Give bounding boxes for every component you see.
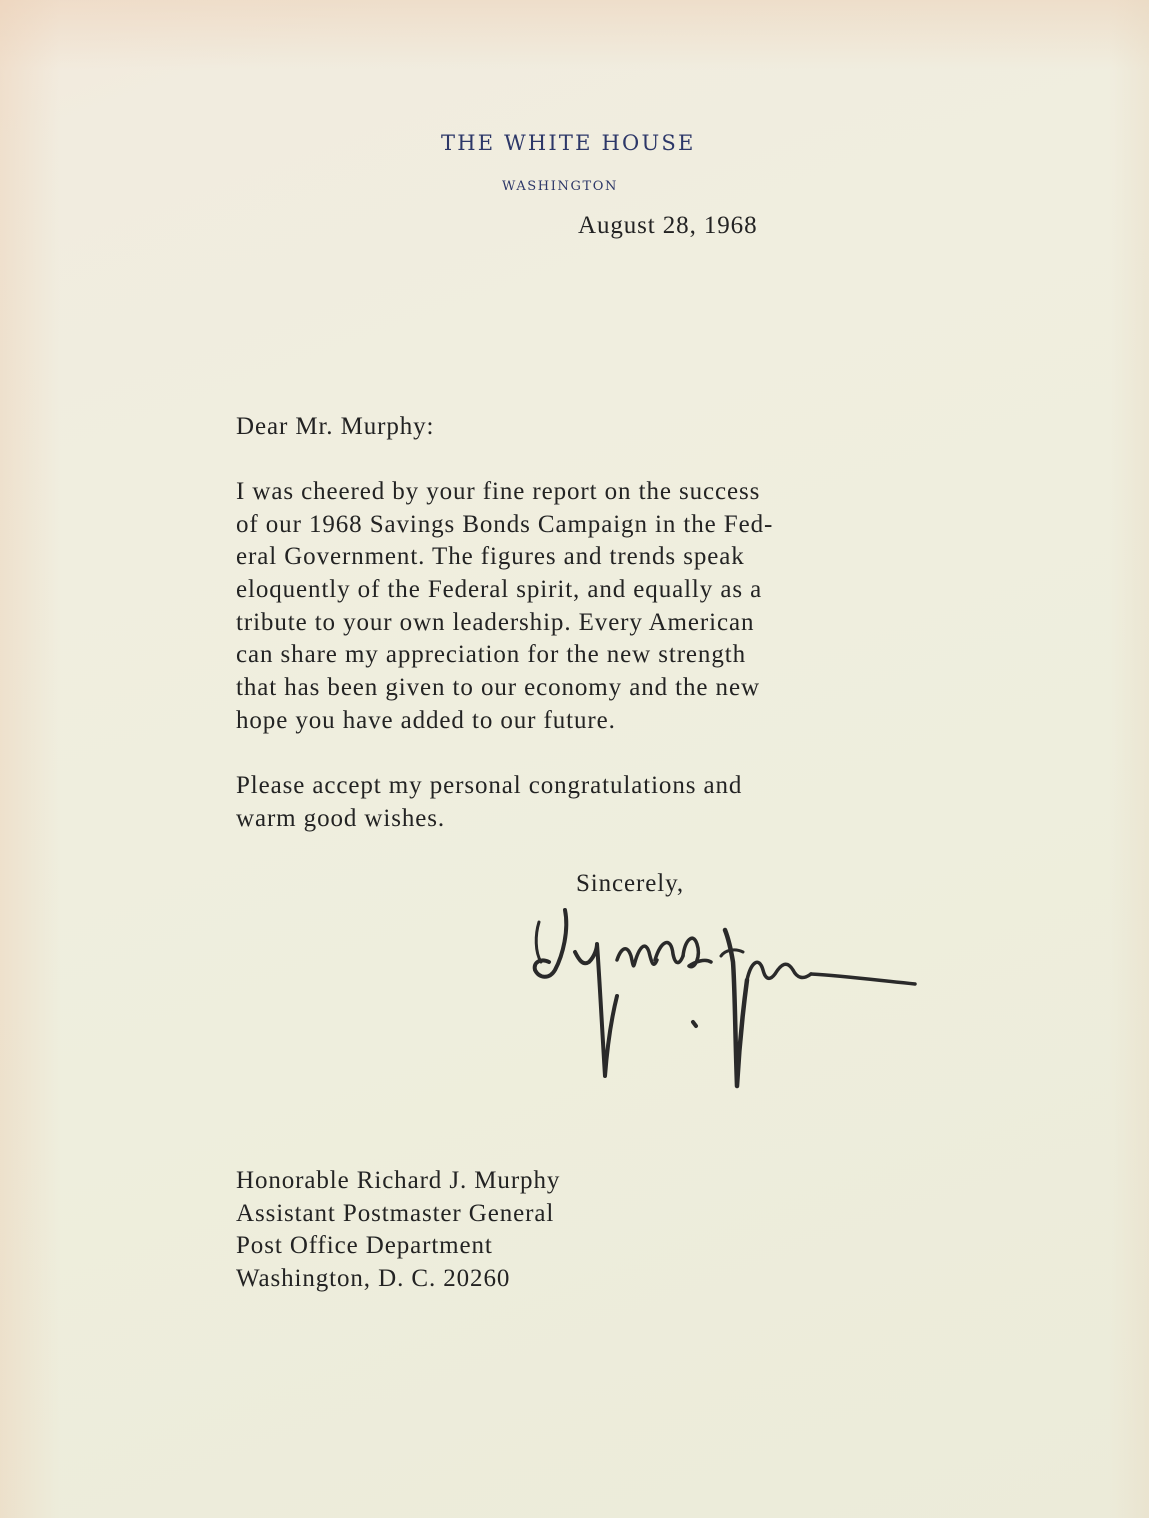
recipient-address [236, 1165, 560, 1295]
address-line: Assistant Postmaster General [236, 1199, 555, 1227]
signature-icon [525, 900, 925, 1100]
body-line: hope you have added to our future. [236, 706, 616, 734]
body-line: eral Government. The figures and trends speak [236, 543, 745, 571]
address-line: Washington, D. C. 20260 [236, 1264, 511, 1292]
address-line: Honorable Richard J. Murphy [236, 1167, 561, 1194]
letter-date: August 28, 1968 [578, 212, 758, 239]
body-line: can share my appreciation for the new strength [236, 641, 746, 669]
closing-line: warm good wishes. [236, 804, 446, 832]
paper-edge-left [0, 0, 60, 1518]
paper-edge-top [0, 0, 1149, 70]
letterhead-city: WASHINGTON [502, 179, 618, 194]
closing-paragraph [236, 770, 742, 835]
signoff: Sincerely, [576, 870, 685, 897]
letterhead-title: THE WHITE HOUSE [441, 131, 696, 155]
body-line: I was cheered by your fine report on the success [236, 478, 761, 505]
closing-line: Please accept my personal congratulations and [236, 772, 743, 799]
body-paragraph [236, 476, 956, 738]
body-line: tribute to your own leadership. Every American [236, 608, 755, 636]
paper-edge-right [1109, 0, 1149, 1518]
body-line: of our 1968 Savings Bonds Campaign in the Fed- [236, 510, 774, 538]
salutation: Dear Mr. Murphy: [236, 413, 435, 440]
address-line: Post Office Department [236, 1232, 493, 1259]
body-line: that has been given to our economy and the new [236, 674, 760, 702]
body-line: eloquently of the Federal spirit, and equally as a [236, 576, 763, 604]
